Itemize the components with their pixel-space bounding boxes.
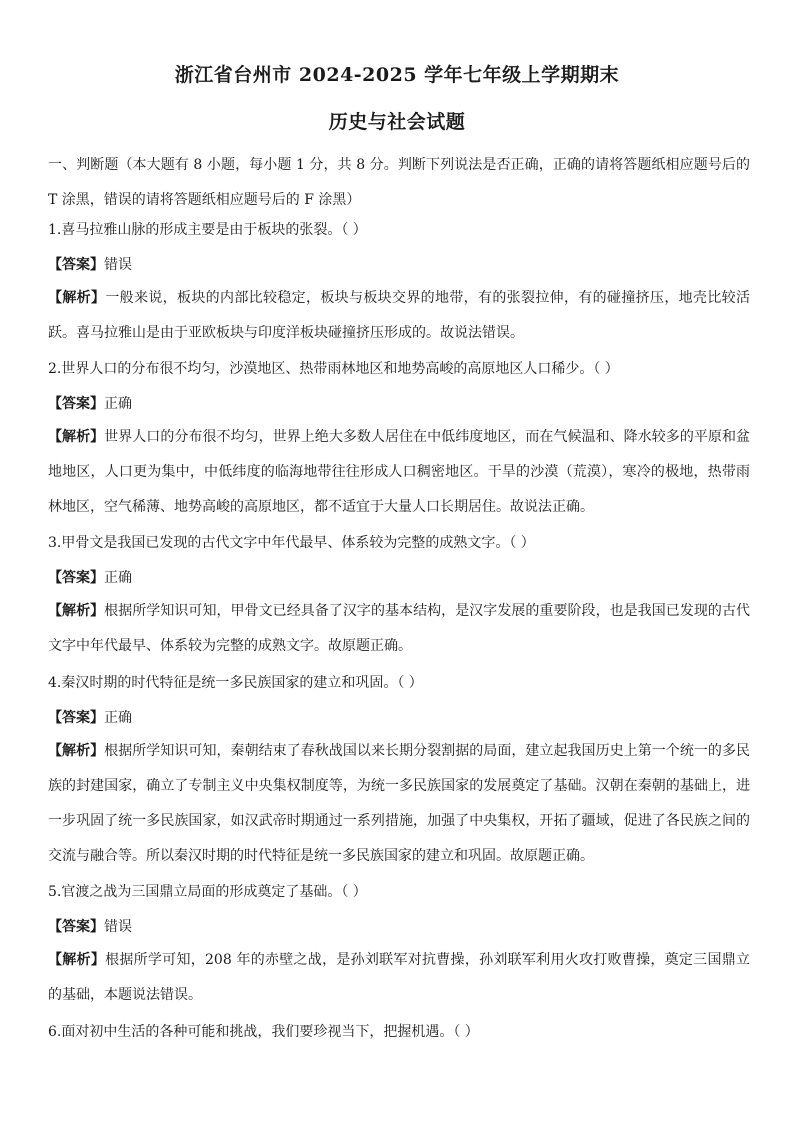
question-stem: 5.官渡之战为三国鼎立局面的形成奠定了基础。（ ）	[48, 884, 367, 900]
question-stem: 3.甲骨文是我国已发现的古代文字中年代最早、体系较为完整的成熟文字。（ ）	[48, 535, 535, 551]
analysis-paragraph	[48, 281, 750, 351]
question-stem: 6.面对初中生活的各种可能和挑战，我们要珍视当下，把握机遇。（ ）	[48, 1024, 479, 1040]
analysis-tag: 【解析】	[48, 743, 105, 759]
question-stem: 2.世界人口的分布很不均匀，沙漠地区、热带雨林地区和地势高峻的高原地区人口稀少。（ ）	[48, 361, 619, 377]
answer-line	[48, 707, 132, 727]
document-title: 浙江省台州市 2024-2025 学年七年级上学期期末	[174, 64, 620, 86]
answer-tag: 【答案】	[48, 396, 104, 412]
analysis-text: 一般来说，板块的内部比较稳定，板块与板块交界的地带，有的张裂拉伸，有的碰撞挤压，地壳比较活跃。喜马拉雅山是由于亚欧板块与印度洋板块碰撞挤压形成的。故说法错误。	[48, 290, 751, 341]
analysis-text: 世界人口的分布很不均匀，世界上绝大多数人居住在中低纬度地区，而在气候温和、降水较多的平原和盆地地区，人口更为集中，中低纬度的临海地带往往形成人口稠密地区。干旱的沙漠（荒漠），寒冷的极地，热带雨林地区，空气稀薄、地势高峻的高原地区，都不适宜于大量人口长期居住。故说法正确。	[48, 429, 751, 515]
analysis-tag: 【解析】	[48, 290, 106, 306]
analysis-text: 根据所学知识可知，甲骨文已经具备了汉字的基本结构，是汉字发展的重要阶段，也是我国已发现的古代文字中年代最早、体系较为完整的成熟文字。故原题正确。	[48, 603, 751, 654]
document-subtitle: 历史与社会试题	[328, 111, 466, 133]
analysis-text: 根据所学可知，208 年的赤壁之战，是孙刘联军对抗曹操，孙刘联军利用火攻打败曹操，奠定三国鼎立的基础，本题说法错误。	[48, 952, 750, 1003]
answer-value: 正确	[104, 710, 132, 726]
analysis-tag: 【解析】	[48, 603, 105, 619]
answer-value: 正确	[104, 570, 132, 586]
answer-tag: 【答案】	[48, 570, 104, 586]
answer-tag: 【答案】	[48, 710, 104, 726]
answer-value: 错误	[104, 919, 132, 935]
analysis-text: 根据所学知识可知，秦朝结束了春秋战国以来长期分裂割据的局面，建立起我国历史上第一个统一的多民族的封建国家，确立了专制主义中央集权制度等，为统一多民族国家的发展奠定了基础。汉朝在秦朝的基础上，进一步巩固了统一多民族国家，如汉武帝时期通过一系列措施，加强了中央集权，开拓了疆域，促进了各民族之间的交流与融合等。所以秦汉时期的时代特征是统一多民族国家的建立和巩固。故原题正确。	[48, 743, 751, 864]
analysis-paragraph	[48, 734, 750, 874]
answer-value: 正确	[104, 396, 132, 412]
answer-value: 错误	[104, 257, 132, 273]
analysis-paragraph	[48, 943, 750, 1013]
question-stem: 1.喜马拉雅山脉的形成主要是由于板块的张裂。（ ）	[48, 222, 367, 238]
analysis-tag: 【解析】	[48, 429, 105, 445]
section-heading: 一、判断题（本大题有 8 小题，每小题 1 分，共 8 分。判断下列说法是否正确，正确的请将答题纸相应题号后的 T 涂黑，错误的请将答题纸相应题号后的 F 涂黑）	[48, 157, 750, 208]
analysis-paragraph	[48, 420, 750, 525]
answer-line	[48, 916, 132, 936]
answer-line	[48, 254, 132, 274]
analysis-paragraph	[48, 594, 750, 664]
answer-line	[48, 567, 132, 587]
answer-tag: 【答案】	[48, 919, 104, 935]
question-stem: 4.秦汉时期的时代特征是统一多民族国家的建立和巩固。（ ）	[48, 675, 423, 691]
answer-line	[48, 393, 132, 413]
analysis-tag: 【解析】	[48, 952, 106, 968]
answer-tag: 【答案】	[48, 257, 104, 273]
